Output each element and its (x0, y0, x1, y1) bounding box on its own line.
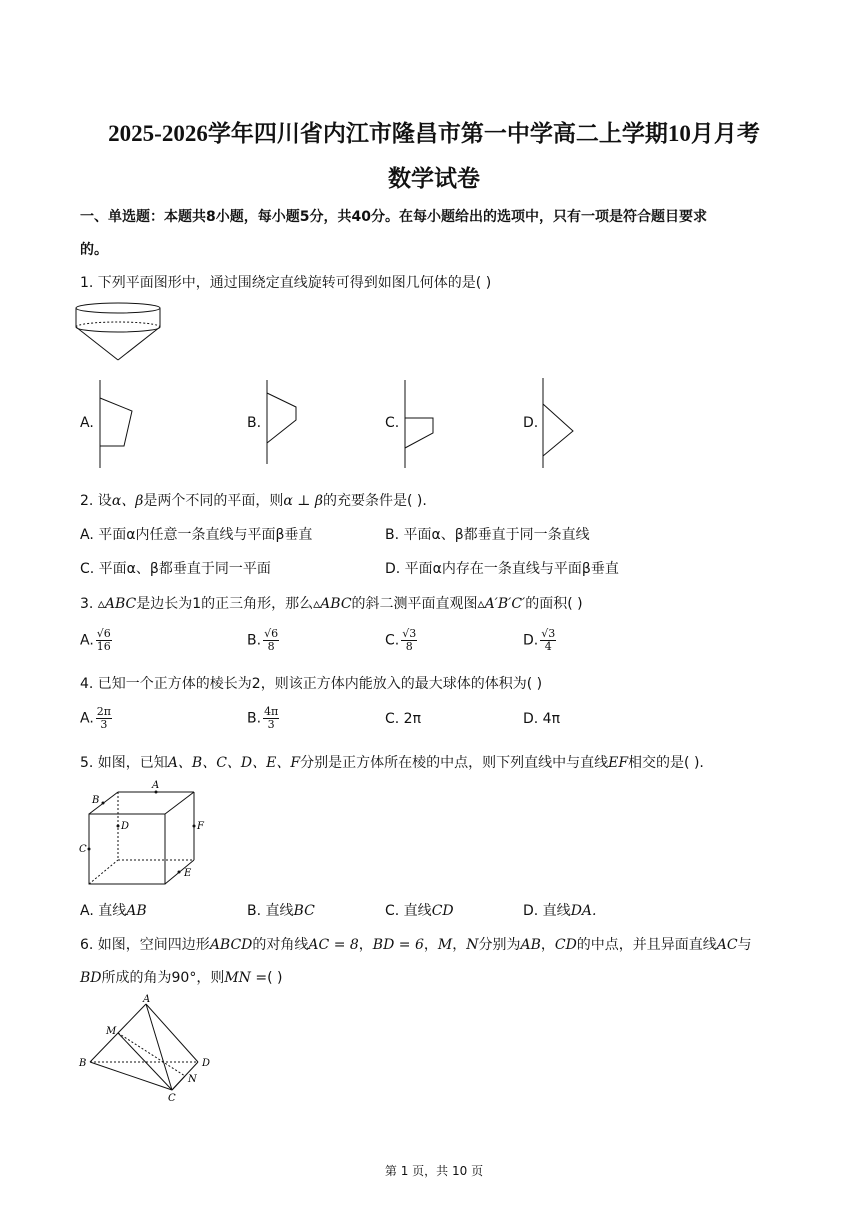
section-header-line-2: 的。 (80, 242, 108, 258)
page-footer: 第 1 页，共 10 页 (384, 1164, 484, 1178)
q3-stem: 3. ▵ABC是边长为1的正三角形，那么▵ABC的斜二测平面直观图▵A′B′C′的面积( ) (80, 596, 583, 612)
q4-stem: 4. 已知一个正方体的棱长为2，则该正方体内能放入的最大球体的体积为( ) (80, 676, 543, 692)
q5-option-a[interactable]: A. 直线AB (80, 903, 147, 919)
q6-label-m: M (106, 1026, 117, 1037)
q5-cube-figure (74, 778, 214, 890)
section-header-line-1: 一、单选题：本题共8小题，每小题5分，共40分。在每小题给出的选项中，只有一项是符合题目要求 (80, 209, 707, 225)
q5-stem: 5. 如图，已知A、B、C、D、E、F分别是正方体所在棱的中点，则下列直线中与直线EF相交的是( ). (80, 755, 704, 771)
q6-label-b: B (79, 1058, 87, 1069)
q5-label-e: E (184, 868, 192, 879)
q4-option-c[interactable]: C. 2π (385, 711, 422, 727)
q5-option-c[interactable]: C. 直线CD (385, 903, 454, 919)
q1-stem: 1. 下列平面图形中，通过围绕定直线旋转可得到如图几何体的是( ) (80, 275, 492, 291)
q1-option-c-figure (400, 378, 445, 470)
q5-label-c: C (79, 844, 87, 855)
q5-option-b[interactable]: B. 直线BC (247, 903, 315, 919)
q5-label-b: B (92, 795, 100, 806)
q6-stem-line-1: 6. 如图，空间四边形ABCD的对角线AC = 8，BD = 6，M，N分别为AB，CD的中点，并且异面直线AC与 (80, 937, 752, 953)
q2-option-b[interactable]: B. 平面α、β都垂直于同一条直线 (385, 527, 590, 543)
title-line-2: 数学试卷 (388, 166, 480, 191)
q6-tetrahedron-figure (74, 992, 224, 1102)
q5-option-d[interactable]: D. 直线DA. (523, 903, 597, 919)
q6-stem-line-2: BD所成的角为90°，则MN =( ) (80, 970, 283, 986)
q5-label-d: D (121, 821, 130, 832)
q1-option-c-label[interactable]: C. (385, 415, 400, 431)
q1-option-a-label[interactable]: A. (80, 415, 94, 431)
q4-option-a[interactable]: A. $\frac{2\pi}{3}$ (80, 705, 112, 731)
q1-solid-figure (74, 300, 174, 364)
q2-option-d[interactable]: D. 平面α内存在一条直线与平面β垂直 (385, 561, 619, 577)
q1-option-d-label[interactable]: D. (523, 415, 539, 431)
title-line-1: 2025-2026学年四川省内江市隆昌市第一中学高二上学期10月月考 (108, 121, 760, 146)
q3-option-b[interactable]: B. $\frac{√6}{8}$ (247, 627, 279, 653)
q4-option-b[interactable]: B. $\frac{4\pi}{3}$ (247, 705, 279, 731)
q2-option-a[interactable]: A. 平面α内任意一条直线与平面β垂直 (80, 527, 313, 543)
q1-option-b-figure (262, 378, 307, 466)
q2-option-c[interactable]: C. 平面α、β都垂直于同一平面 (80, 561, 271, 577)
q3-option-d[interactable]: D. $\frac{√3}{4}$ (523, 627, 556, 653)
q6-label-d: D (202, 1058, 211, 1069)
q1-option-d-figure (538, 376, 583, 470)
q5-label-f: F (197, 821, 204, 832)
q5-label-a: A (152, 780, 160, 791)
q3-option-c[interactable]: C. $\frac{√3}{8}$ (385, 627, 417, 653)
q4-option-d[interactable]: D. 4π (523, 711, 561, 727)
q6-label-c: C (168, 1093, 176, 1102)
q2-stem: 2. 设α、β是两个不同的平面，则α ⊥ β的充要条件是( ). (80, 493, 427, 509)
q6-label-a: A (143, 994, 151, 1005)
q1-option-b-label[interactable]: B. (247, 415, 262, 431)
q6-label-n: N (188, 1074, 197, 1085)
q1-option-a-figure (95, 378, 140, 470)
q3-option-a[interactable]: A. $\frac{√6}{16}$ (80, 627, 111, 653)
